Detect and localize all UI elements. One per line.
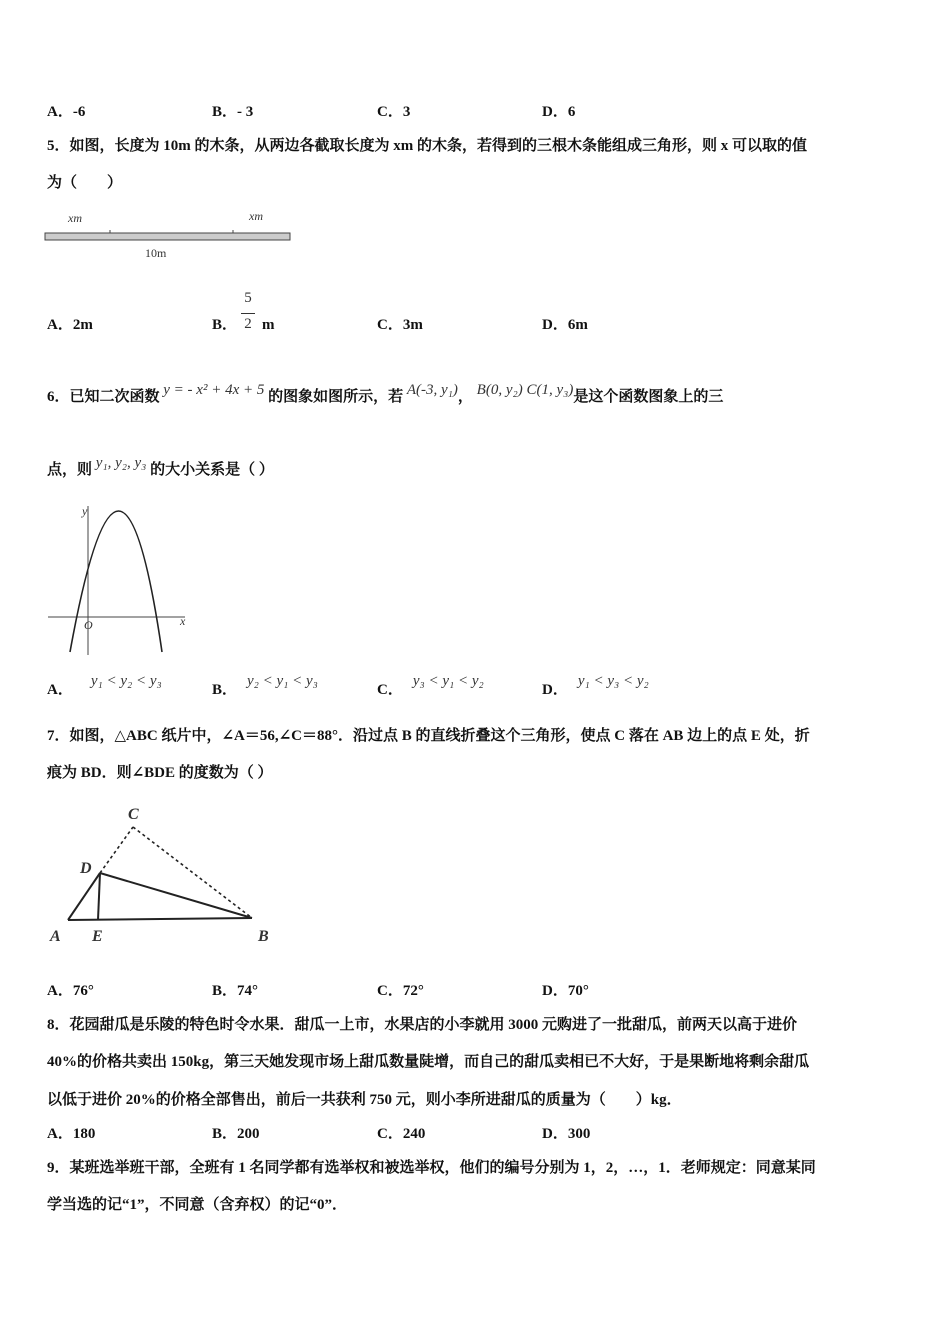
q6-option-a [47, 673, 162, 700]
q6-point-a: A(-3, y₁) [406, 382, 458, 398]
q8-text-line2: 40%的价格共卖出 150kg，第三天她发现市场上甜瓜数量陡增，而自己的甜瓜卖相已不大好，于是果断地将剩余甜瓜 [47, 1054, 810, 1070]
q5-text-line2: 为（ ） [47, 175, 123, 191]
q8-option-b: B．200 [212, 1126, 260, 1142]
q6-text: 是这个函数图象上的三 [573, 389, 724, 405]
q8-option-d: D．300 [542, 1126, 591, 1142]
q5-option-b-numerator: 5 [244, 290, 252, 306]
q5-option-a: A．2m [47, 317, 93, 333]
q6-text: 6．已知二次函数 [47, 389, 160, 405]
q6-text-line2 [47, 455, 274, 480]
q5-option-c: C．3m [377, 317, 423, 333]
q7-option-b: B．74° [212, 983, 259, 999]
q5-option-d: D．6m [542, 317, 588, 333]
q5-fig-total-label: 10m [145, 246, 167, 260]
q9-text-line2: 学当选的记“1”，不同意（含弃权）的记“0”． [47, 1197, 348, 1213]
q6-text: 点，则 [47, 462, 93, 478]
option-letter: B． [212, 682, 238, 698]
q6-vars: y₁, y₂, y₃ [95, 455, 147, 471]
q6-graph-x-label: x [180, 614, 186, 628]
q7-triangle-figure [0, 800, 300, 950]
q6-text: 的大小关系是（ ） [150, 462, 274, 478]
q5-fig-right-label: xm [249, 209, 263, 223]
q7-option-a: A．76° [47, 983, 94, 999]
q6-graph-y-label: y [82, 504, 88, 518]
q6-parabola-graph [40, 500, 200, 660]
q7-option-d: D．70° [542, 983, 589, 999]
separator: ， [457, 389, 473, 405]
q7-label-d: D [80, 860, 92, 877]
q5-option-b: B． [212, 317, 238, 333]
q6-graph-origin-label: O [84, 618, 93, 632]
q6-option-d [542, 673, 649, 700]
option-expr: y₁ < y₂ < y₃ [90, 673, 162, 689]
q6-option-b [212, 673, 318, 700]
q9-text-line1: 9．某班选举班干部，全班有 1 名同学都有选举权和被选举权，他们的编号分别为 1，2，…，1．老师规定：同意某同 [47, 1160, 816, 1176]
q5-option-b-unit: m [262, 317, 275, 333]
q8-text-line3: 以低于进价 20%的价格全部售出，前后一共获利 750 元，则小李所进甜瓜的质量为（ ）kg． [47, 1092, 682, 1108]
option-expr: y₁ < y₃ < y₂ [577, 673, 649, 689]
q4-option-a: A．-6 [47, 104, 86, 120]
q7-label-a: A [50, 928, 61, 945]
q7-text-line1: 7．如图，△ABC 纸片中，∠A＝56,∠C＝88°．沿过点 B 的直线折叠这个三角形，使点 C 落在 AB 边上的点 E 处，折 [47, 728, 810, 744]
q7-label-e: E [92, 928, 103, 945]
q4-option-b: B．- 3 [212, 104, 254, 120]
fraction-bar [241, 313, 255, 314]
q5-fig-left-label: xm [68, 211, 82, 225]
q7-option-c: C．72° [377, 983, 424, 999]
option-expr: y₂ < y₁ < y₃ [247, 673, 318, 689]
q7-label-c: C [128, 806, 139, 823]
option-letter: A． [47, 682, 73, 698]
option-letter: C． [377, 682, 403, 698]
q8-option-a: A．180 [47, 1126, 96, 1142]
option-letter: D． [542, 682, 568, 698]
q6-text: 的图象如图所示，若 [268, 389, 404, 405]
q7-text-line2: 痕为 BD．则∠BDE 的度数为（ ） [47, 765, 273, 781]
q6-option-c [377, 673, 484, 700]
q5-text-line1: 5．如图，长度为 10m 的木条，从两边各截取长度为 xm 的木条，若得到的三根木条能组成三角形，则 x 可以取的值 [47, 138, 807, 154]
option-expr: y₃ < y₁ < y₂ [412, 673, 484, 689]
q6-point-b: B(0, y₂) [476, 382, 523, 398]
q8-option-c: C．240 [377, 1126, 426, 1142]
q6-text-line1 [47, 382, 724, 407]
q7-label-b: B [258, 928, 269, 945]
q4-option-d: D．6 [542, 104, 576, 120]
q4-option-c: C．3 [377, 104, 411, 120]
q5-option-b-denominator: 2 [244, 316, 252, 332]
q6-formula: y = - x² + 4x + 5 [163, 382, 265, 398]
q8-text-line1: 8．花园甜瓜是乐陵的特色时令水果．甜瓜一上市，水果店的小李就用 3000 元购进了一批甜瓜，前两天以高于进价 [47, 1017, 798, 1033]
q6-point-c: C(1, y₃) [526, 382, 574, 398]
